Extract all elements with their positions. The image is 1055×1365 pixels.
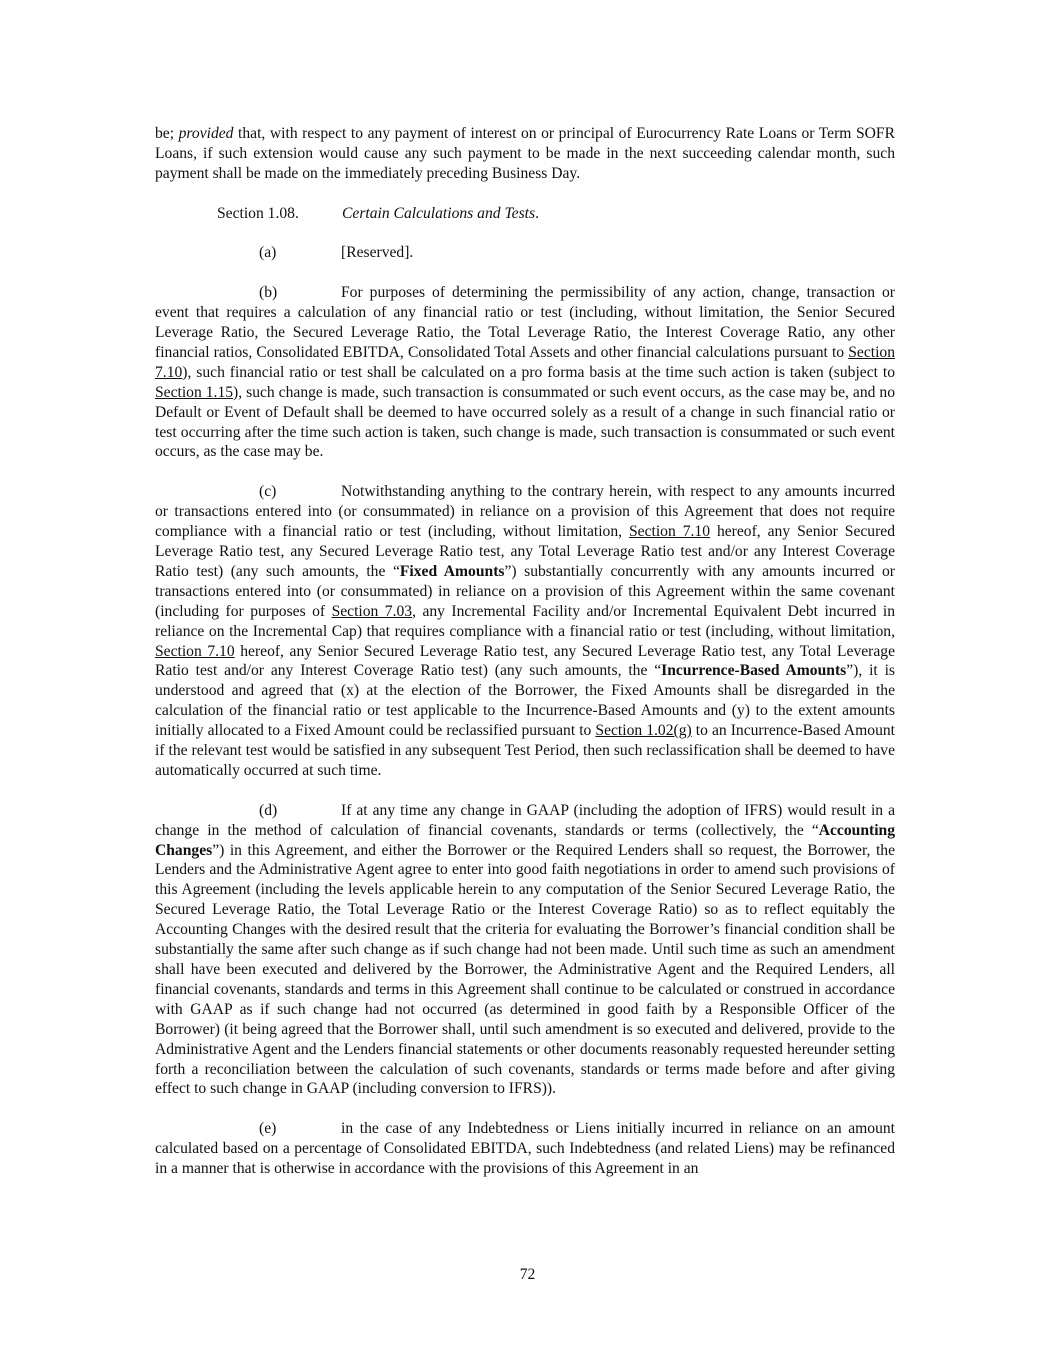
section-ref-link: Section 7.10	[629, 523, 711, 541]
section-ref-link: Section 7.10	[155, 642, 235, 660]
document-page	[155, 124, 895, 1179]
section-ref-link: Section 7.10	[155, 343, 895, 381]
clause-c-text: Notwithstanding anything to the contrary herein, with respect to any amounts incurred or transactions entered into (or consummated) in reliance on a provision of this Agreement that does not require compliance with a financial ratio or test (including, without limitation,	[155, 483, 895, 541]
section-ref-link: Section 7.03	[331, 602, 413, 620]
clause-c-text: hereof, any Senior Secured Leverage Ratio test, any Secured Leverage Ratio test, any Total Leverage Ratio test and/or any Interest Coverage Ratio test) (any such amounts, the “	[155, 523, 895, 580]
section-ref-link: Section 1.02(g)	[595, 722, 692, 740]
clause-b-label: (b)	[259, 284, 278, 302]
continuation-lead: be;	[155, 125, 179, 142]
clause-c-text: ”), it is understood and agreed that (x) at the election of the Borrower, the Fixed Amounts shall be disregarded in the calculation of the financial ratio or test applicable to the Incurrence-Based Amounts and (y) to the extent amounts initially allocated to a Fixed Amount could be reclassified pursuant to	[155, 662, 895, 740]
section-title: Certain Calculations and Tests	[342, 204, 536, 222]
clause-b	[155, 283, 895, 462]
section-number: Section 1.08.	[217, 204, 299, 222]
clause-d-label: (d)	[259, 801, 278, 819]
defined-term-fixed-amounts: Fixed Amounts	[399, 562, 505, 580]
continuation-text: that, with respect to any payment of interest on or principal of Eurocurrency Rate Loans or Term SOFR Loans, if such extension would cause any such payment to be made in the next succeeding calendar month, such payment shall be made on the immediately preceding Business Day.	[155, 125, 895, 182]
clause-c-text: , any Incremental Facility and/or Incremental Equivalent Debt incurred in reliance on the Incremental Cap) that requires compliance with a financial ratio or test (including, without limitation,	[155, 602, 895, 640]
provided-term: provided	[178, 125, 234, 142]
clause-e-text: in the case of any Indebtedness or Liens initially incurred in reliance on an amount calculated based on a percentage of Consolidated EBITDA, such Indebtedness (and related Liens) may be refinanced in a manner that is otherwise in accordance with the provisions of this Agreement in an	[155, 1120, 895, 1178]
clause-d-text: If at any time any change in GAAP (including the adoption of IFRS) would result in a change in the method of calculation of financial covenants, standards or terms (collectively, the “	[155, 801, 895, 839]
defined-term-incurrence-based-amounts: Incurrence-Based Amounts	[661, 662, 847, 680]
section-ref-link: Section 1.15	[155, 383, 234, 401]
clause-b-text: For purposes of determining the permissibility of any action, change, transaction or event that requires a calculation of any financial ratio or test (including, without limitation, the Senior Secured Leverage Ratio, the Secured Leverage Ratio, the Total Leverage Ratio, the Interest Coverage Ratio, any other financial ratios, Consolidated EBITDA, Consolidated Total Assets and other financial calculations pursuant to	[155, 284, 895, 361]
clause-a-label: (a)	[259, 244, 277, 262]
clause-c-text: hereof, any Senior Secured Leverage Ratio test, any Secured Leverage Ratio test, any Total Leverage Ratio test and/or any Interest Coverage Ratio test) (any such amounts, the “	[155, 642, 895, 680]
clause-d	[155, 801, 895, 1100]
section-heading	[155, 204, 895, 224]
clause-b-text: ), such change is made, such transaction is consummated or such event occurs, as the case may be, and no Default or Event of Default shall be deemed to have occurred solely as a result of a change in such financial ratio or test occurring after the time such action is taken, such change is made, such transaction is consummated or such event occurs, as the case may be.	[155, 383, 895, 461]
clause-c-text: to an Incurrence-Based Amount if the relevant test would be satisfied in any subsequent Test Period, then such reclassification shall be deemed to have automatically occurred at such time.	[155, 722, 895, 779]
clause-d-text: ”) in this Agreement, and either the Borrower or the Required Lenders shall so request, the Borrower, the Lenders and the Administrative Agent agree to enter into good faith negotiations in order to amend such provisions of this Agreement (including the levels applicable herein to any computation of the Senior Secured Leverage Ratio, the Secured Leverage Ratio, the Total Leverage Ratio or the Interest Coverage Ratio) so as to reflect equitably the Accounting Changes with the desired result that the criteria for evaluating the Borrower’s financial condition shall be substantially the same after such change as if such change had not been made. Until such time as such an amendment shall have been executed and delivered by the Borrower, the Administrative Agent and the Required Lenders, all financial covenants, standards and terms in this Agreement shall continue to be calculated or construed in accordance with GAAP as if such change had not occurred (as determined in good faith by a Responsible Officer of the Borrower) (it being agreed that the Borrower shall, until such amendment is so executed and delivered, provide to the Administrative Agent and the Lenders financial statements or other documents reasonably requested hereunder setting forth a reconciliation between the calculation of such covenants, standards or terms made before and after giving effect to such change in GAAP (including conversion to IFRS)).	[155, 841, 895, 1098]
clause-e-label: (e)	[259, 1120, 277, 1138]
clause-a-text: [Reserved].	[341, 244, 414, 262]
clause-c	[155, 482, 895, 781]
continuation-paragraph	[155, 124, 895, 184]
clause-b-text: ), such financial ratio or test shall be calculated on a pro forma basis at the time such action is taken (subject to	[182, 363, 895, 381]
clause-c-text: ”) substantially concurrently with any amounts incurred or transactions entered into (or consummated) in reliance on a provision of this Agreement within the same covenant (including for purposes of	[155, 562, 895, 620]
defined-term-accounting-changes: Accounting Changes	[155, 821, 895, 859]
clause-c-label: (c)	[259, 483, 277, 501]
clause-e	[155, 1119, 895, 1179]
section-title-period: .	[535, 204, 539, 222]
clause-a	[155, 243, 895, 263]
page-number: 72	[519, 1266, 536, 1283]
